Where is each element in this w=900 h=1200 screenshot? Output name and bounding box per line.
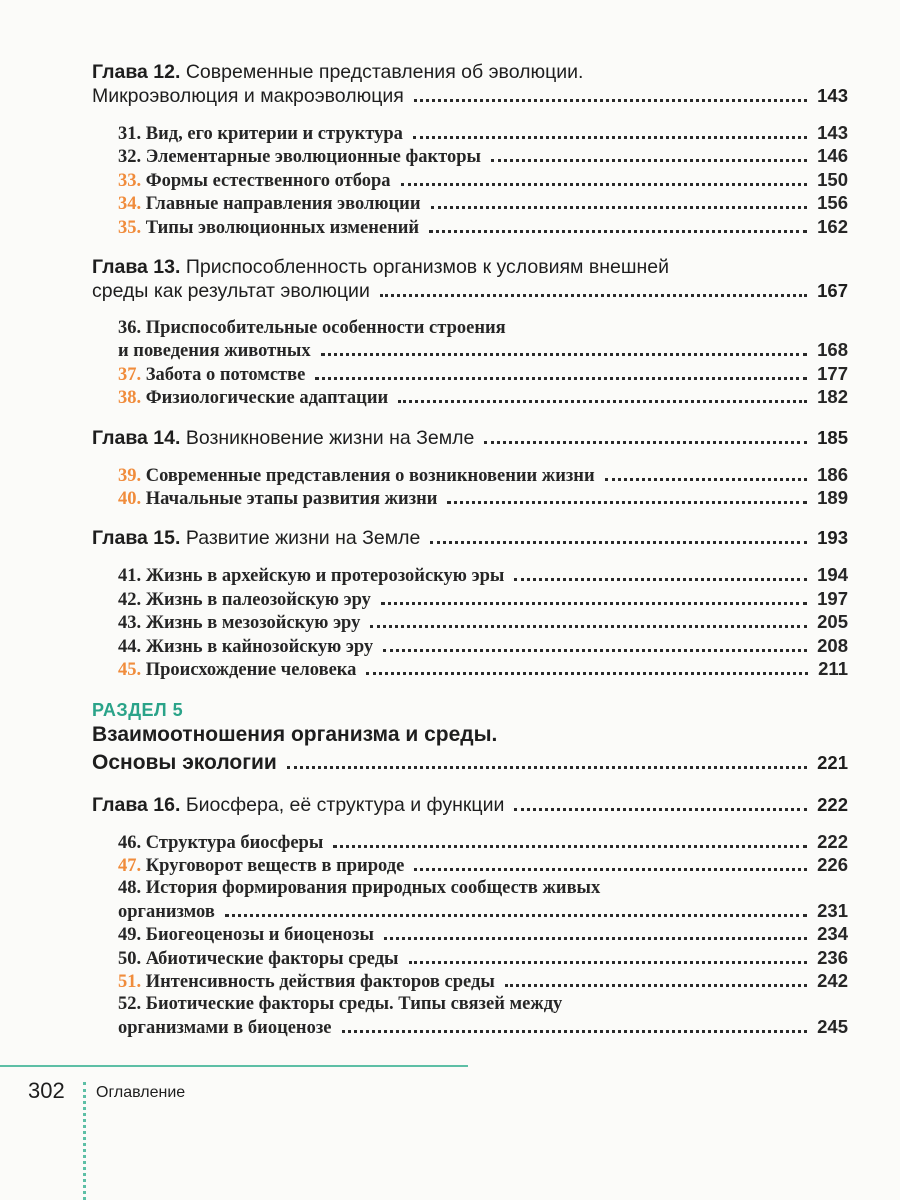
- paragraph-number: 52.: [118, 994, 142, 1015]
- section-title[interactable]: Взаимоотношения организма и среды.: [92, 722, 498, 746]
- page-number: 236: [817, 946, 848, 968]
- paragraph-number: 40.: [118, 489, 142, 510]
- paragraph-31[interactable]: [92, 122, 848, 145]
- dot-leader: [398, 400, 807, 403]
- chapter-13-heading[interactable]: [92, 255, 848, 279]
- paragraph-47[interactable]: [92, 854, 848, 877]
- chapter-15-entry[interactable]: [92, 526, 848, 550]
- page-number: 167: [817, 280, 848, 302]
- dot-leader: [409, 961, 808, 964]
- paragraph-title: Современные представления о возникновении жизни: [145, 465, 595, 486]
- paragraph-title-cont: организмов: [118, 901, 215, 922]
- chapter-title: Возникновение жизни на Земле: [185, 426, 475, 449]
- page-number: 189: [817, 487, 848, 509]
- dot-leader: [430, 541, 807, 544]
- page-number: 194: [817, 564, 848, 586]
- paragraph-39[interactable]: [92, 464, 848, 487]
- dot-leader: [384, 937, 807, 940]
- dot-leader: [315, 377, 807, 380]
- dot-leader: [514, 578, 807, 581]
- paragraph-36[interactable]: [92, 339, 848, 362]
- paragraph-52[interactable]: [92, 1016, 848, 1039]
- paragraph-38[interactable]: [92, 386, 848, 409]
- dot-leader: [383, 649, 807, 652]
- paragraph-title: Жизнь в архейскую и протерозойскую эры: [145, 566, 505, 587]
- section-title-cont: Основы экологии: [92, 750, 277, 774]
- chapter-16-entry[interactable]: [92, 793, 848, 817]
- page-number: 222: [817, 793, 848, 815]
- section-label: РАЗДЕЛ 5: [92, 699, 184, 720]
- page-number: 143: [817, 85, 848, 106]
- paragraph-50[interactable]: [92, 947, 848, 970]
- page-number: 231: [817, 899, 848, 921]
- footer-dotted-rule: [83, 1082, 86, 1200]
- dot-leader: [366, 672, 808, 675]
- page-number: 221: [817, 751, 848, 773]
- page-number: 208: [817, 634, 848, 656]
- dot-leader: [401, 183, 808, 186]
- page-number: 177: [817, 362, 848, 384]
- dot-leader: [414, 868, 807, 871]
- paragraph-number: 39.: [118, 465, 142, 486]
- paragraph-48-line1[interactable]: [92, 877, 848, 899]
- paragraph-36-line1[interactable]: [92, 317, 848, 339]
- chapter-title: Современные представления об эволюции.: [185, 61, 584, 83]
- paragraph-title: Начальные этапы развития жизни: [145, 489, 438, 510]
- dot-leader: [491, 159, 807, 162]
- chapter-title-cont: среды как результат эволюции: [92, 280, 370, 303]
- paragraph-number: 34.: [118, 194, 142, 215]
- paragraph-title: Главные направления эволюции: [145, 194, 421, 215]
- paragraph-title: Интенсивность действия факторов среды: [145, 971, 495, 992]
- paragraph-45[interactable]: [92, 658, 848, 681]
- page-number: 226: [817, 853, 848, 875]
- page-number: 185: [817, 426, 848, 448]
- dot-leader: [342, 1030, 808, 1033]
- page-number: 146: [817, 145, 848, 167]
- page-number: 245: [817, 1015, 848, 1037]
- paragraph-title: Физиологические адаптации: [145, 388, 389, 409]
- paragraph-number: 32.: [118, 147, 142, 168]
- chapter-label: Глава 14.: [92, 426, 181, 449]
- dot-leader: [321, 353, 808, 356]
- paragraph-title: Формы естественного отбора: [145, 170, 391, 191]
- page-number: 211: [818, 658, 848, 680]
- paragraph-number: 48.: [118, 878, 142, 899]
- paragraph-number: 46.: [118, 832, 142, 853]
- page-number: 150: [817, 168, 848, 190]
- chapter-12-heading[interactable]: [92, 60, 848, 84]
- dot-leader: [414, 99, 807, 102]
- paragraph-46[interactable]: [92, 831, 848, 854]
- paragraph-title: Круговорот веществ в природе: [145, 855, 405, 876]
- paragraph-number: 50.: [118, 948, 142, 969]
- section-entry[interactable]: [92, 749, 848, 777]
- paragraph-number: 47.: [118, 855, 142, 876]
- paragraph-number: 51.: [118, 971, 142, 992]
- dot-leader: [605, 478, 808, 481]
- footer-running-title: Оглавление: [96, 1084, 186, 1101]
- paragraph-40[interactable]: [92, 487, 848, 510]
- paragraph-title: Структура биосферы: [145, 832, 324, 853]
- page-number: 182: [817, 386, 848, 408]
- chapter-label: Глава 15.: [92, 527, 181, 550]
- paragraph-title: Вид, его критерии и структура: [145, 124, 403, 144]
- chapter-title-cont: Микроэволюция и макроэволюция: [92, 85, 404, 107]
- page-number: 193: [817, 527, 848, 549]
- page-number: 197: [817, 587, 848, 609]
- paragraph-number: 43.: [118, 613, 142, 634]
- page-number: 156: [817, 192, 848, 214]
- paragraph-number: 44.: [118, 636, 142, 657]
- page-number: 234: [817, 923, 848, 945]
- paragraph-number: 38.: [118, 388, 142, 409]
- chapter-title: Развитие жизни на Земле: [185, 527, 421, 550]
- paragraph-number: 31.: [118, 124, 142, 144]
- paragraph-title: Элементарные эволюционные факторы: [145, 147, 481, 168]
- paragraph-41[interactable]: [92, 564, 848, 587]
- paragraph-44[interactable]: [92, 635, 848, 658]
- dot-leader: [505, 984, 807, 987]
- paragraph-title-cont: и поведения животных: [118, 341, 311, 362]
- page-number: 143: [817, 122, 848, 143]
- paragraph-title: Приспособительные особенности строения: [145, 318, 506, 339]
- page-number: 168: [817, 339, 848, 361]
- dot-leader: [429, 230, 807, 233]
- page-number: 205: [817, 611, 848, 633]
- paragraph-title: Биогеоценозы и биоценозы: [145, 925, 374, 946]
- paragraph-title-cont: организмами в биоценозе: [118, 1017, 332, 1038]
- dot-leader: [381, 602, 807, 605]
- chapter-label: Глава 16.: [92, 793, 181, 816]
- paragraph-51[interactable]: [92, 970, 848, 993]
- dot-leader: [287, 766, 807, 769]
- chapter-14-entry[interactable]: [92, 426, 848, 450]
- page-number: 162: [817, 215, 848, 237]
- dot-leader: [447, 501, 807, 504]
- paragraph-number: 35.: [118, 217, 142, 238]
- paragraph-32[interactable]: [92, 145, 848, 168]
- dot-leader: [484, 441, 807, 444]
- page-number: 242: [817, 969, 848, 991]
- page-number: 186: [817, 463, 848, 485]
- paragraph-52-line1[interactable]: [92, 993, 848, 1015]
- paragraph-35[interactable]: [92, 216, 848, 239]
- paragraph-42[interactable]: [92, 588, 848, 611]
- dot-leader: [225, 914, 807, 917]
- paragraph-title: Забота о потомстве: [145, 364, 306, 385]
- paragraph-number: 45.: [118, 660, 142, 681]
- paragraph-title: Жизнь в мезозойскую эру: [145, 613, 361, 634]
- paragraph-title: Биотические факторы среды. Типы связей между: [145, 994, 563, 1015]
- chapter-title: Биосфера, её структура и функции: [185, 793, 505, 816]
- paragraph-49[interactable]: [92, 923, 848, 946]
- dot-leader: [413, 136, 807, 139]
- paragraph-title: Типы эволюционных изменений: [145, 217, 420, 238]
- dot-leader: [431, 206, 808, 209]
- paragraph-37[interactable]: [92, 363, 848, 386]
- paragraph-number: 42.: [118, 589, 142, 610]
- paragraph-title: Жизнь в палеозойскую эру: [145, 589, 371, 610]
- table-of-contents: [92, 60, 848, 1039]
- chapter-label: Глава 13.: [92, 256, 181, 279]
- dot-leader: [514, 808, 807, 811]
- chapter-13-entry[interactable]: [92, 279, 848, 303]
- paragraph-title: Жизнь в кайнозойскую эру: [145, 636, 374, 657]
- chapter-title: Приспособленность организмов к условиям внешней: [185, 256, 670, 279]
- dot-leader: [333, 845, 807, 848]
- paragraph-34[interactable]: [92, 192, 848, 215]
- paragraph-title: Абиотические факторы среды: [145, 948, 399, 969]
- paragraph-number: 33.: [118, 170, 142, 191]
- dot-leader: [380, 294, 807, 297]
- page-number: 222: [817, 830, 848, 852]
- footer-page-number: 302: [28, 1078, 65, 1103]
- paragraph-number: 49.: [118, 925, 142, 946]
- paragraph-33[interactable]: [92, 169, 848, 192]
- paragraph-title: Происхождение человека: [145, 660, 357, 681]
- chapter-12-entry[interactable]: [92, 84, 848, 108]
- paragraph-43[interactable]: [92, 611, 848, 634]
- paragraph-number: 37.: [118, 364, 142, 385]
- paragraph-number: 36.: [118, 318, 142, 339]
- chapter-label: Глава 12.: [92, 61, 181, 83]
- paragraph-48[interactable]: [92, 900, 848, 923]
- paragraph-title: История формирования природных сообществ живых: [145, 878, 601, 899]
- paragraph-number: 41.: [118, 566, 142, 587]
- dot-leader: [370, 625, 807, 628]
- footer-rule: [0, 1065, 468, 1067]
